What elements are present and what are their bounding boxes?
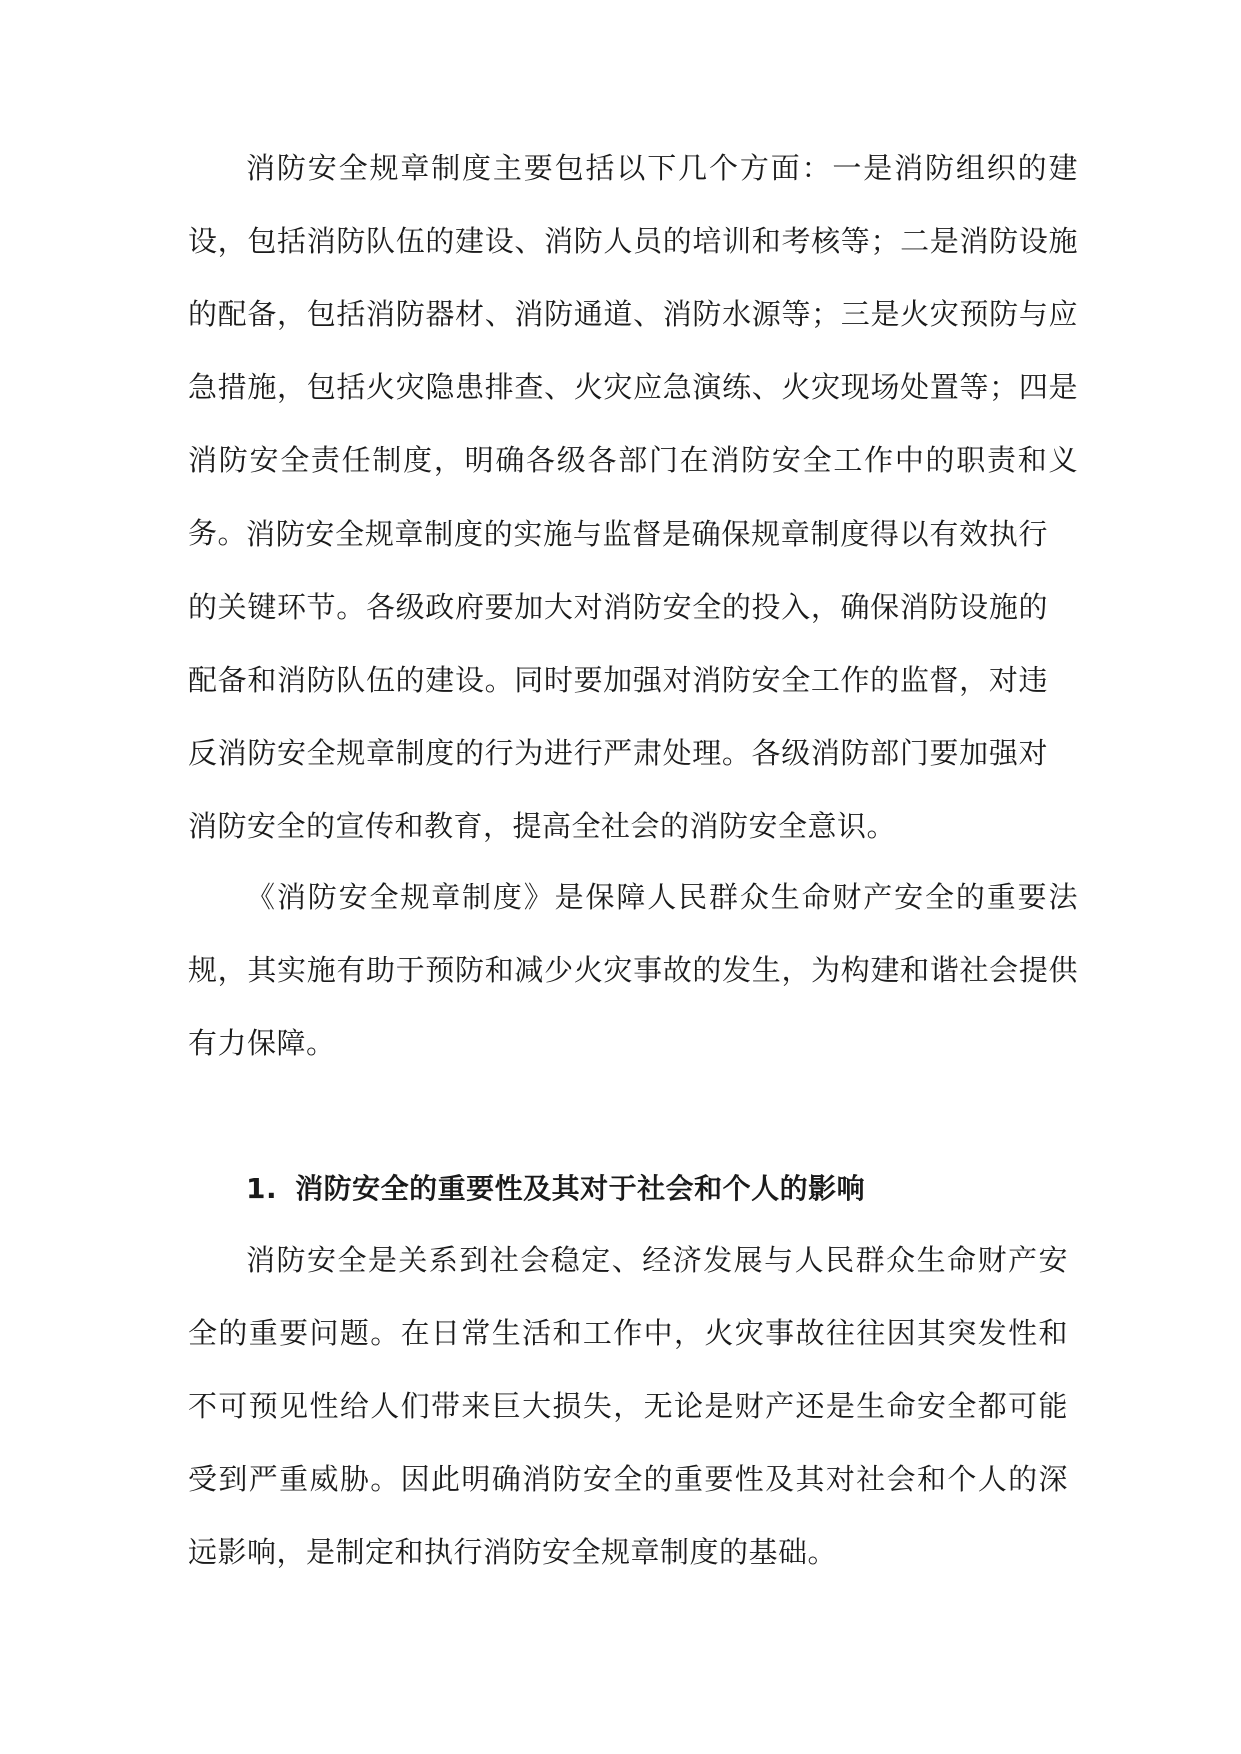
section-heading xyxy=(246,1152,865,1225)
paragraph-fire-regulations-aspects: 消防安全规章制度主要包括以下几个方面：一是消防组织的建设，包括消防队伍的建设、消防人员的培训和考核等；二是消防设施的配备，包括消防器材、消防通道、消防水源等；三是火灾预防与应急措施，包括火灾隐患排查、火灾应急演练、火灾现场处置等；四是消防安全责任制度，明确各级各部门在消防安全工作中的职责和义务。 xyxy=(188,151,1078,550)
paragraph-implementation-supervision: 消防安全规章制度的实施与监督是确保规章制度得以有效执行的关键环节。各级政府要加大对消防安全的投入，确保消防设施的配备和消防队伍的建设。同时要加强对消防安全工作的监督，对违反消防安全规章制度的行为进行严肃处理。各级消防部门要加强对消防安全的宣传和教育，提高全社会的消防安全意识。 xyxy=(188,517,1048,843)
section-title: 消防安全的重要性及其对于社会和个人的影响 xyxy=(295,1172,866,1205)
paragraph-fire-safety-importance: 消防安全是关系到社会稳定、经济发展与人民群众生命财产安全的重要问题。在日常生活和工作中，火灾事故往往因其突发性和不可预见性给人们带来巨大损失，无论是财产还是生命安全都可能受到严重威胁。因此明确消防安全的重要性及其对社会和个人的深远影响，是制定和执行消防安全规章制度的基础。 xyxy=(188,1243,1068,1569)
section-number: 1. xyxy=(246,1172,278,1205)
paragraph-regulation-significance: 《消防安全规章制度》是保障人民群众生命财产安全的重要法规，其实施有助于预防和减少火灾事故的发生，为构建和谐社会提供有力保障。 xyxy=(188,880,1078,1060)
